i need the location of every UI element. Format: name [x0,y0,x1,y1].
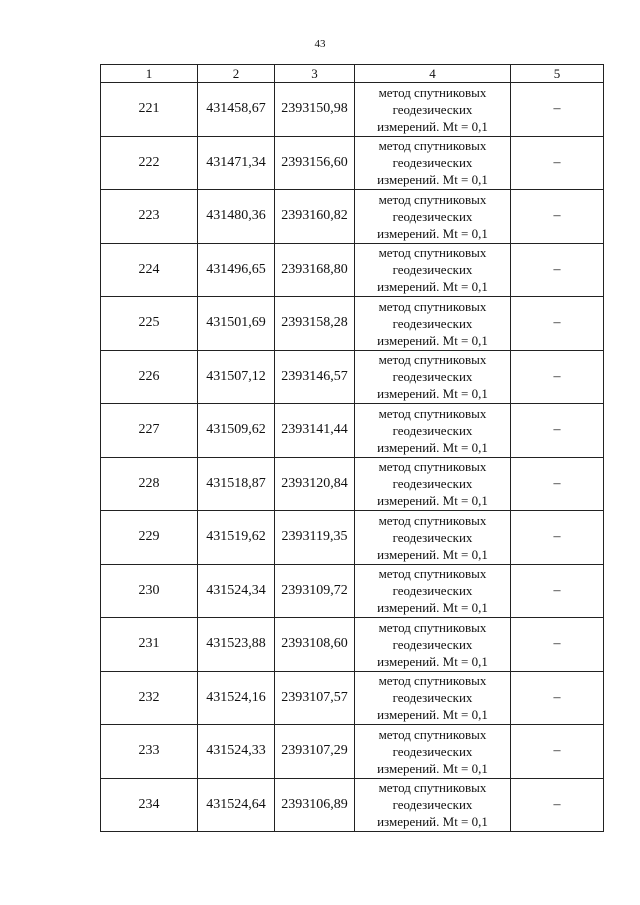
column-header-2: 2 [198,65,275,83]
coordinate-x: 431518,87 [198,457,275,511]
method-line: метод спутниковых [378,138,487,154]
page-number: 43 [314,38,326,50]
coordinate-y: 2393168,80 [275,243,355,297]
method-description [355,671,511,725]
method-description [355,778,511,832]
point-number: 225 [101,297,198,351]
note: – [511,457,604,511]
method-line: геодезических [392,101,473,117]
point-number: 231 [101,618,198,672]
point-number: 226 [101,350,198,404]
note: – [511,350,604,404]
method-description [355,83,511,137]
method-description [355,190,511,244]
table-body [101,83,604,832]
column-header-1: 1 [101,65,198,83]
table-row [101,511,604,565]
point-number: 229 [101,511,198,565]
method-line: измерений. Mt = 0,1 [377,653,488,669]
coordinate-x: 431519,62 [198,511,275,565]
coordinate-x: 431524,33 [198,725,275,779]
coordinate-x: 431458,67 [198,83,275,137]
method-line: измерений. Mt = 0,1 [377,707,488,723]
coordinate-y: 2393107,29 [275,725,355,779]
method-line: метод спутниковых [378,780,487,796]
column-header-4: 4 [355,65,511,83]
point-number: 222 [101,136,198,190]
coordinate-y: 2393108,60 [275,618,355,672]
coordinates-table [100,64,604,832]
coordinate-x: 431471,34 [198,136,275,190]
coordinate-x: 431523,88 [198,618,275,672]
table-row [101,297,604,351]
method-line: измерений. Mt = 0,1 [377,332,488,348]
method-line: измерений. Mt = 0,1 [377,279,488,295]
note: – [511,83,604,137]
point-number: 228 [101,457,198,511]
method-description [355,136,511,190]
method-line: измерений. Mt = 0,1 [377,814,488,830]
table-header-row [101,65,604,83]
coordinate-x: 431509,62 [198,404,275,458]
note: – [511,297,604,351]
point-number: 223 [101,190,198,244]
table-row [101,190,604,244]
method-line: метод спутниковых [378,673,487,689]
method-description [355,725,511,779]
coordinate-x: 431524,64 [198,778,275,832]
method-line: геодезических [392,797,473,813]
coordinate-y: 2393141,44 [275,404,355,458]
coordinate-x: 431524,16 [198,671,275,725]
method-line: метод спутниковых [378,245,487,261]
table-row [101,564,604,618]
coordinate-y: 2393156,60 [275,136,355,190]
method-line: геодезических [392,422,473,438]
coordinate-y: 2393146,57 [275,350,355,404]
method-line: измерений. Mt = 0,1 [377,118,488,134]
table-row [101,778,604,832]
note: – [511,725,604,779]
method-description [355,243,511,297]
method-line: измерений. Mt = 0,1 [377,546,488,562]
method-line: геодезических [392,583,473,599]
coordinate-x: 431480,36 [198,190,275,244]
method-line: геодезических [392,155,473,171]
method-line: геодезических [392,315,473,331]
table-row [101,404,604,458]
point-number: 230 [101,564,198,618]
coordinate-y: 2393119,35 [275,511,355,565]
method-line: метод спутниковых [378,298,487,314]
method-line: измерений. Mt = 0,1 [377,386,488,402]
method-line: метод спутниковых [378,512,487,528]
method-line: измерений. Mt = 0,1 [377,760,488,776]
method-line: геодезических [392,743,473,759]
note: – [511,136,604,190]
coordinate-y: 2393150,98 [275,83,355,137]
method-line: метод спутниковых [378,191,487,207]
note: – [511,190,604,244]
table-row [101,671,604,725]
table-row [101,457,604,511]
method-line: измерений. Mt = 0,1 [377,225,488,241]
method-description [355,404,511,458]
note: – [511,404,604,458]
note: – [511,243,604,297]
table-row [101,618,604,672]
coordinate-x: 431507,12 [198,350,275,404]
note: – [511,564,604,618]
method-line: измерений. Mt = 0,1 [377,493,488,509]
coordinate-x: 431524,34 [198,564,275,618]
method-line: метод спутниковых [378,459,487,475]
method-line: метод спутниковых [378,352,487,368]
point-number: 221 [101,83,198,137]
table-row [101,350,604,404]
method-line: измерений. Mt = 0,1 [377,172,488,188]
method-line: метод спутниковых [378,566,487,582]
table-row [101,243,604,297]
method-line: геодезических [392,690,473,706]
note: – [511,671,604,725]
method-line: геодезических [392,476,473,492]
column-header-5: 5 [511,65,604,83]
coordinate-y: 2393109,72 [275,564,355,618]
method-description [355,350,511,404]
coordinate-y: 2393160,82 [275,190,355,244]
method-description [355,564,511,618]
column-header-3: 3 [275,65,355,83]
method-line: метод спутниковых [378,619,487,635]
point-number: 233 [101,725,198,779]
coordinate-x: 431496,65 [198,243,275,297]
method-description [355,511,511,565]
coordinate-y: 2393106,89 [275,778,355,832]
coordinate-y: 2393120,84 [275,457,355,511]
method-description [355,457,511,511]
method-line: геодезических [392,369,473,385]
note: – [511,511,604,565]
point-number: 234 [101,778,198,832]
table-row [101,136,604,190]
coordinate-y: 2393107,57 [275,671,355,725]
coordinate-x: 431501,69 [198,297,275,351]
point-number: 224 [101,243,198,297]
method-line: метод спутниковых [378,405,487,421]
coordinate-y: 2393158,28 [275,297,355,351]
method-line: измерений. Mt = 0,1 [377,439,488,455]
method-description [355,618,511,672]
method-line: геодезических [392,208,473,224]
method-line: метод спутниковых [378,84,487,100]
point-number: 227 [101,404,198,458]
table-row [101,83,604,137]
method-line: геодезических [392,262,473,278]
point-number: 232 [101,671,198,725]
note: – [511,618,604,672]
table-row [101,725,604,779]
method-description [355,297,511,351]
note: – [511,778,604,832]
method-line: геодезических [392,636,473,652]
method-line: метод спутниковых [378,726,487,742]
method-line: геодезических [392,529,473,545]
method-line: измерений. Mt = 0,1 [377,600,488,616]
